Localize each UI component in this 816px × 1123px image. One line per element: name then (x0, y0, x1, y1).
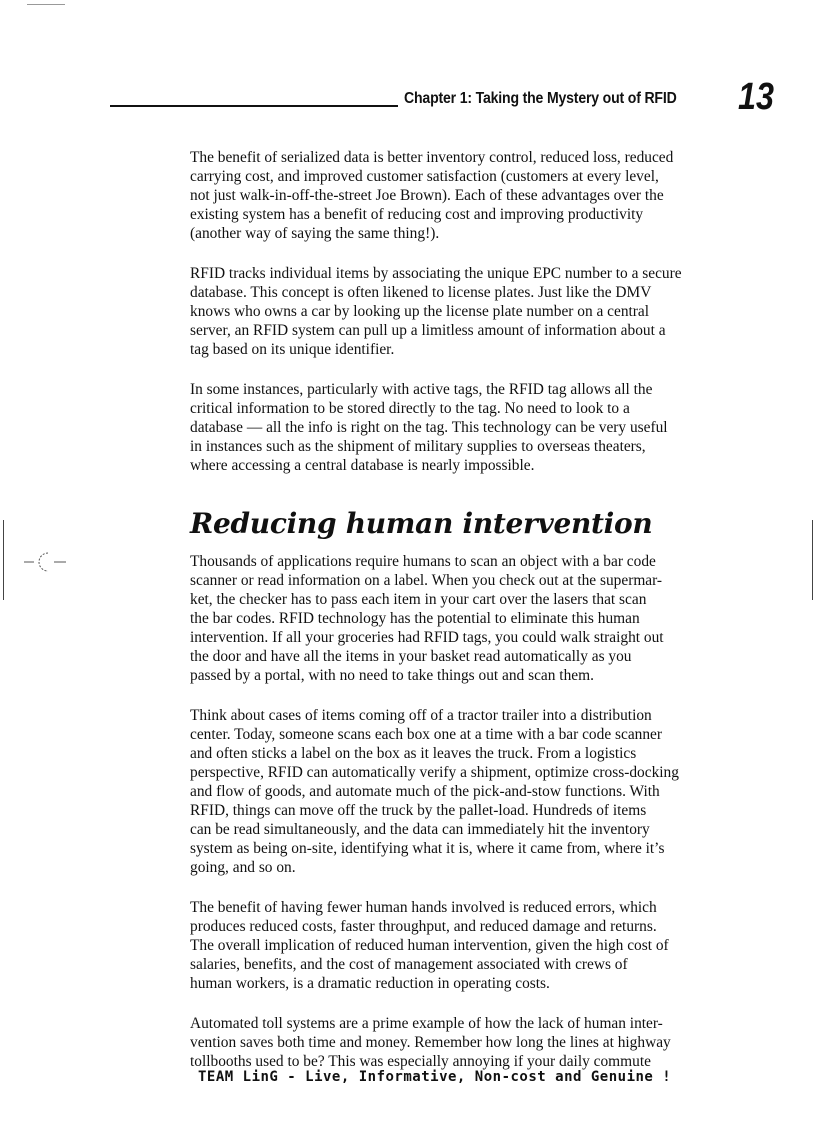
paragraphs-before (190, 148, 710, 475)
text-line: can be read simultaneously, and the data can immediately hit the inventory (190, 821, 650, 838)
crop-mark-right (812, 520, 813, 600)
text-line: ket, the checker has to pass each item in your cart over the lasers that scan (190, 591, 647, 608)
text-line: in instances such as the shipment of military supplies to overseas theaters, (190, 438, 646, 455)
text-line: vention saves both time and money. Remember how long the lines at highway (190, 1034, 671, 1051)
paragraphs-after (190, 552, 710, 1071)
text-line: Thousands of applications require humans to scan an object with a bar code (190, 553, 656, 570)
text-line: existing system has a benefit of reducing cost and improving productivity (190, 206, 644, 223)
text-line: human workers, is a dramatic reduction in operating costs. (190, 975, 550, 992)
text-line: the bar codes. RFID technology has the potential to eliminate this human (190, 610, 640, 627)
text-line: database. This concept is often likened to license plates. Just like the DMV (190, 284, 652, 301)
crop-mark-left (3, 520, 4, 600)
page-body (190, 148, 710, 1092)
body-paragraph (190, 898, 710, 993)
section-heading: Reducing human intervention (190, 507, 653, 540)
body-paragraph (190, 148, 710, 243)
text-line: The overall implication of reduced human intervention, given the high cost of (190, 937, 669, 954)
text-line: critical information to be stored directly to the tag. No need to look to a (190, 400, 630, 417)
text-line: and flow of goods, and automate much of the pick-and-stow functions. With (190, 783, 660, 800)
text-line: RFID, things can move off the truck by the pallet-load. Hundreds of items (190, 802, 647, 819)
text-line: RFID tracks individual items by associating the unique EPC number to a secure (190, 265, 682, 282)
text-line: server, an RFID system can pull up a limitless amount of information about a (190, 322, 666, 339)
chapter-title: Chapter 1: Taking the Mystery out of RFID (404, 90, 677, 107)
text-line: carrying cost, and improved customer satisfaction (customers at every level, (190, 168, 659, 185)
text-line: database — all the info is right on the tag. This technology can be very useful (190, 419, 668, 436)
text-line: and often sticks a label on the box as it leaves the truck. From a logistics (190, 745, 637, 762)
text-line: perspective, RFID can automatically verify a shipment, optimize cross-docking (190, 764, 679, 781)
body-paragraph (190, 1014, 710, 1071)
registration-mark-icon (24, 550, 66, 574)
body-paragraph (190, 380, 710, 475)
text-line: system as being on-site, identifying what it is, where it came from, where it’s (190, 840, 665, 857)
text-line: center. Today, someone scans each box one at a time with a bar code scanner (190, 726, 662, 743)
crop-mark-top (27, 4, 65, 5)
text-line: Think about cases of items coming off of a tractor trailer into a distribution (190, 707, 652, 724)
text-line: intervention. If all your groceries had RFID tags, you could walk straight out (190, 629, 664, 646)
text-line: (another way of saying the same thing!). (190, 225, 440, 242)
text-line: where accessing a central database is nearly impossible. (190, 457, 535, 474)
footer-text: TEAM LinG - Live, Informative, Non-cost and Genuine ! (198, 1069, 672, 1085)
text-line: The benefit of having fewer human hands involved is reduced errors, which (190, 899, 657, 916)
body-paragraph (190, 552, 710, 685)
header-rule (110, 105, 398, 107)
text-line: going, and so on. (190, 859, 296, 876)
text-line: knows who owns a car by looking up the license plate number on a central (190, 303, 650, 320)
text-line: the door and have all the items in your basket read automatically as you (190, 648, 632, 665)
text-line: Automated toll systems are a prime example of how the lack of human inter- (190, 1015, 663, 1032)
page-number: 13 (738, 76, 774, 118)
body-paragraph (190, 706, 710, 877)
text-line: passed by a portal, with no need to take things out and scan them. (190, 667, 594, 684)
body-paragraph (190, 264, 710, 359)
text-line: tollbooths used to be? This was especially annoying if your daily commute (190, 1053, 651, 1070)
text-line: scanner or read information on a label. When you check out at the supermar- (190, 572, 663, 589)
text-line: not just walk-in-off-the-street Joe Brown). Each of these advantages over the (190, 187, 664, 204)
text-line: tag based on its unique identifier. (190, 341, 395, 358)
text-line: The benefit of serialized data is better inventory control, reduced loss, reduced (190, 149, 674, 166)
text-line: produces reduced costs, faster throughput, and reduced damage and returns. (190, 918, 657, 935)
text-line: In some instances, particularly with active tags, the RFID tag allows all the (190, 381, 653, 398)
text-line: salaries, benefits, and the cost of management associated with crews of (190, 956, 628, 973)
